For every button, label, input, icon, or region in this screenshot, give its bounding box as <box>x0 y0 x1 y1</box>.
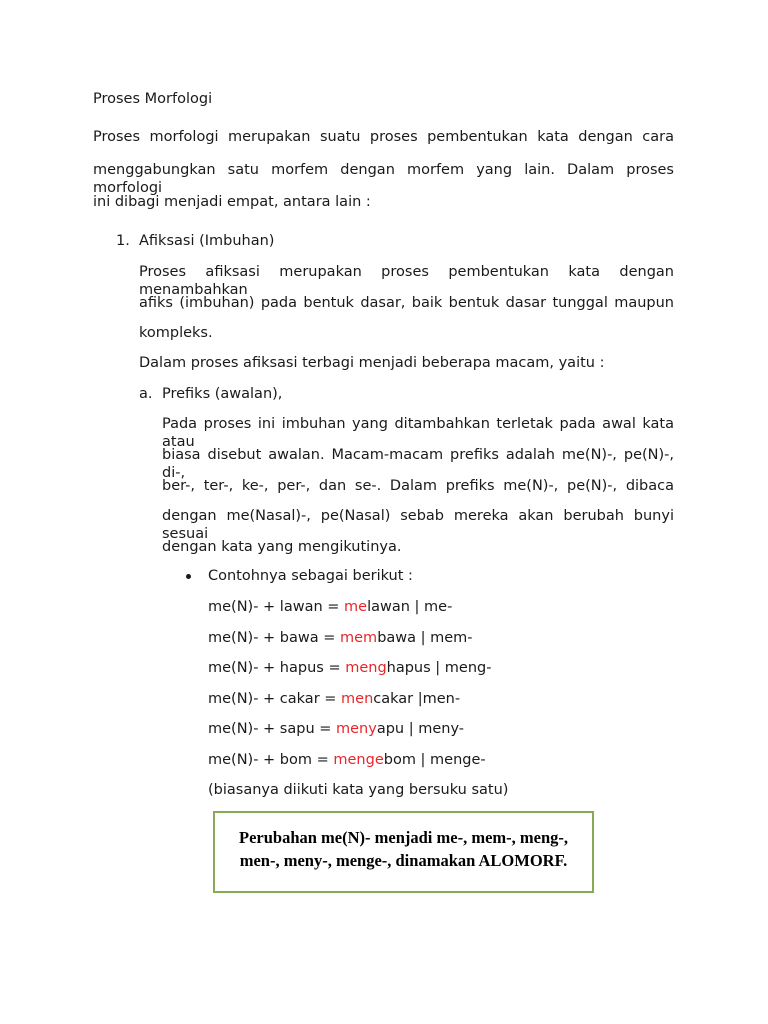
bullet-icon <box>186 574 191 579</box>
sub-title: Prefiks (awalan), <box>162 386 283 402</box>
example-allomorph: | menge- <box>415 752 486 768</box>
example-line <box>208 690 460 708</box>
example-line <box>208 659 491 677</box>
intro-line: menggabungkan satu morfem dengan morfem yang lain. Dalam proses morfologi <box>93 162 674 196</box>
prefix-highlight: me <box>344 599 368 615</box>
example-line <box>208 720 464 738</box>
prefix-highlight: meny <box>336 721 377 737</box>
intro-line: Proses morfologi merupakan suatu proses pembentukan kata dengan cara <box>93 129 674 145</box>
intro-line: ini dibagi menjadi empat, antara lain : <box>93 194 371 210</box>
prefix-highlight: menge <box>333 752 384 768</box>
sub-paragraph-line: Pada proses ini imbuhan yang ditambahkan terletak pada awal kata atau <box>162 416 674 450</box>
heading: Proses Morfologi <box>93 91 213 107</box>
alomorf-callout-box <box>213 811 594 893</box>
example-formula: me(N)- + hapus = <box>208 660 346 676</box>
example-word: hapus <box>386 660 431 676</box>
example-word: cakar <box>373 691 414 707</box>
prefix-highlight: mem <box>340 630 378 646</box>
paragraph-line: Dalam proses afiksasi terbagi menjadi beberapa macam, yaitu : <box>139 355 605 371</box>
sub-paragraph-line: dengan me(Nasal)-, pe(Nasal) sebab mereka akan berubah bunyi sesuai <box>162 508 674 542</box>
section-title: Afiksasi (Imbuhan) <box>139 233 275 249</box>
paragraph-line: Proses afiksasi merupakan proses pembentukan kata dengan menambahkan <box>139 264 674 298</box>
example-word: bawa <box>377 630 417 646</box>
example-formula: me(N)- + sapu = <box>208 721 337 737</box>
example-formula: me(N)- + lawan = <box>208 599 345 615</box>
paragraph-line: afiks (imbuhan) pada bentuk dasar, baik bentuk dasar tunggal maupun <box>139 295 674 311</box>
example-formula: me(N)- + bom = <box>208 752 334 768</box>
example-allomorph: | me- <box>409 599 453 615</box>
example-word: bom <box>383 752 416 768</box>
paragraph-line: kompleks. <box>139 325 213 341</box>
example-allomorph: | mem- <box>416 630 473 646</box>
example-formula: me(N)- + cakar = <box>208 691 342 707</box>
sub-paragraph-line: biasa disebut awalan. Macam-macam prefiks adalah me(N)-, pe(N)-, di-, <box>162 447 674 481</box>
example-word: apu <box>376 721 405 737</box>
callout-line: men-, meny-, menge-, dinamakan ALOMORF. <box>239 851 568 870</box>
example-allomorph: |men- <box>413 691 461 707</box>
example-word: lawan <box>367 599 410 615</box>
sub-paragraph-line: ber-, ter-, ke-, per-, dan se-. Dalam prefiks me(N)-, pe(N)-, dibaca <box>162 478 674 494</box>
bullet-label: Contohnya sebagai berikut : <box>208 568 413 584</box>
example-formula: me(N)- + bawa = <box>208 630 341 646</box>
example-line <box>208 751 486 769</box>
list-number: 1. <box>116 233 130 249</box>
prefix-highlight: meng <box>345 660 387 676</box>
example-line <box>208 598 452 616</box>
sub-letter: a. <box>139 386 153 402</box>
example-note: (biasanya diikuti kata yang bersuku satu) <box>208 782 509 798</box>
callout-line: Perubahan me(N)- menjadi me-, mem-, meng-, <box>238 828 568 847</box>
example-allomorph: | meny- <box>404 721 465 737</box>
example-allomorph: | meng- <box>430 660 492 676</box>
sub-paragraph-line: dengan kata yang mengikutinya. <box>162 539 402 555</box>
prefix-highlight: men <box>341 691 374 707</box>
example-line <box>208 629 473 647</box>
